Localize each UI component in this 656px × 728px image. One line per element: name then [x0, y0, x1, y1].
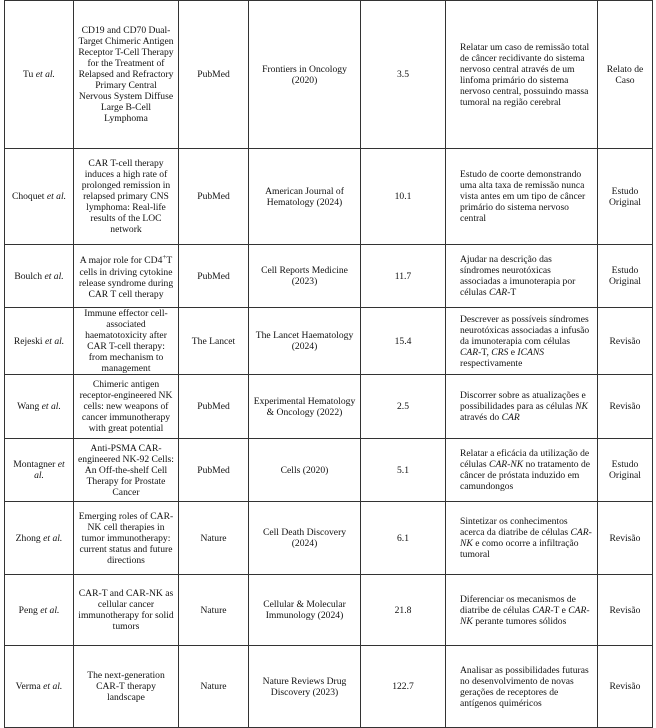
description-cell: Estudo de coorte demonstrando uma alta taxa de remissão nunca vista antes em um tipo de câncer primário do sistema nervoso central: [446, 149, 598, 245]
title-cell: The next-generation CAR-T therapy landscape: [74, 646, 179, 728]
title-cell: Chimeric antigen receptor-engineered NK cells: new weapons of cancer immunotherapy with great potential: [74, 375, 179, 439]
impact-factor-cell: 122.7: [361, 646, 446, 728]
study-type-cell: Revisão: [598, 502, 653, 575]
description-cell: Relatar a eficácia da utilização de células CAR-NK no tratamento de câncer de próstata induzido em camundongos: [446, 439, 598, 502]
description-cell: Sintetizar os conhecimentos acerca da diatribe de células CAR-NK e como ocorre a infiltração tumoral: [446, 502, 598, 575]
journal-cell: Cells (2020): [249, 439, 361, 502]
title-cell: A major role for CD4+T cells in driving cytokine release syndrome during CAR T cell therapy: [74, 245, 179, 308]
title-cell: Emerging roles of CAR-NK cell therapies in tumor immunotherapy: current status and future directions: [74, 502, 179, 575]
database-cell: Nature: [179, 502, 249, 575]
table-row: [5, 308, 653, 375]
title-cell: Anti-PSMA CAR-engineered NK-92 Cells: An Off-the-shelf Cell Therapy for Prostate Cancer: [74, 439, 179, 502]
table-row: [5, 1, 653, 149]
journal-cell: Cell Death Discovery (2024): [249, 502, 361, 575]
table-row: [5, 646, 653, 728]
study-type-cell: Relato de Caso: [598, 1, 653, 149]
author-cell: Choquet et al.: [5, 149, 74, 245]
description-cell: Descrever as possíveis síndromes neurotóxicas associadas a infusão da imunoterapia com células CAR-T, CRS e ICANS respectivamente: [446, 308, 598, 375]
impact-factor-cell: 11.7: [361, 245, 446, 308]
author-cell: Montagner et al.: [5, 439, 74, 502]
study-type-cell: Revisão: [598, 308, 653, 375]
database-cell: Nature: [179, 575, 249, 646]
database-cell: PubMed: [179, 375, 249, 439]
author-cell: Boulch et al.: [5, 245, 74, 308]
journal-cell: Nature Reviews Drug Discovery (2023): [249, 646, 361, 728]
author-cell: Zhong et al.: [5, 502, 74, 575]
table-row: [5, 245, 653, 308]
impact-factor-cell: 10.1: [361, 149, 446, 245]
study-type-cell: Estudo Original: [598, 245, 653, 308]
author-cell: Tu et al.: [5, 1, 74, 149]
author-cell: Peng et al.: [5, 575, 74, 646]
study-type-cell: Estudo Original: [598, 439, 653, 502]
description-cell: Relatar um caso de remissão total de câncer recidivante do sistema nervoso central através de um linfoma primário do sistema nervoso central, possuindo massa tumoral na região cerebral: [446, 1, 598, 149]
title-cell: CAR-T and CAR-NK as cellular cancer immunotherapy for solid tumors: [74, 575, 179, 646]
table-row: [5, 502, 653, 575]
journal-cell: Cell Reports Medicine (2023): [249, 245, 361, 308]
database-cell: PubMed: [179, 149, 249, 245]
impact-factor-cell: 5.1: [361, 439, 446, 502]
journal-cell: Cellular & Molecular Immunology (2024): [249, 575, 361, 646]
impact-factor-cell: 6.1: [361, 502, 446, 575]
study-type-cell: Revisão: [598, 575, 653, 646]
database-cell: PubMed: [179, 245, 249, 308]
table-row: [5, 439, 653, 502]
journal-cell: The Lancet Haematology (2024): [249, 308, 361, 375]
study-type-cell: Revisão: [598, 646, 653, 728]
title-cell: CAR T-cell therapy induces a high rate of prolonged remission in relapsed primary CNS lymphoma: Real-life results of the LOC network: [74, 149, 179, 245]
journal-cell: Frontiers in Oncology (2020): [249, 1, 361, 149]
journal-cell: Experimental Hematology & Oncology (2022): [249, 375, 361, 439]
database-cell: PubMed: [179, 439, 249, 502]
journal-cell: American Journal of Hematology (2024): [249, 149, 361, 245]
impact-factor-cell: 2.5: [361, 375, 446, 439]
description-cell: Ajudar na descrição das síndromes neurotóxicas associadas a imunoterapia por células CAR-T: [446, 245, 598, 308]
table-row: [5, 375, 653, 439]
database-cell: PubMed: [179, 1, 249, 149]
database-cell: The Lancet: [179, 308, 249, 375]
description-cell: Analisar as possibilidades futuras no desenvolvimento de novas gerações de receptores de antígenos quiméricos: [446, 646, 598, 728]
database-cell: Nature: [179, 646, 249, 728]
impact-factor-cell: 3.5: [361, 1, 446, 149]
author-cell: Verma et al.: [5, 646, 74, 728]
impact-factor-cell: 21.8: [361, 575, 446, 646]
study-type-cell: Estudo Original: [598, 149, 653, 245]
impact-factor-cell: 15.4: [361, 308, 446, 375]
title-cell: CD19 and CD70 Dual-Target Chimeric Antigen Receptor T-Cell Therapy for the Treatment of Relapsed and Refractory Primary Central Nervous System Diffuse Large B-Cell Lymphoma: [74, 1, 179, 149]
description-cell: Diferenciar os mecanismos de diatribe de células CAR-T e CAR-NK perante tumores sólidos: [446, 575, 598, 646]
author-cell: Rejeski et al.: [5, 308, 74, 375]
study-type-cell: Revisão: [598, 375, 653, 439]
studies-table: [4, 0, 653, 728]
author-cell: Wang et al.: [5, 375, 74, 439]
table-row: [5, 575, 653, 646]
description-cell: Discorrer sobre as atualizações e possibilidades para as células NK através do CAR: [446, 375, 598, 439]
title-cell: Immune effector cell-associated haematotoxicity after CAR T-cell therapy: from mechanism to management: [74, 308, 179, 375]
table-row: [5, 149, 653, 245]
